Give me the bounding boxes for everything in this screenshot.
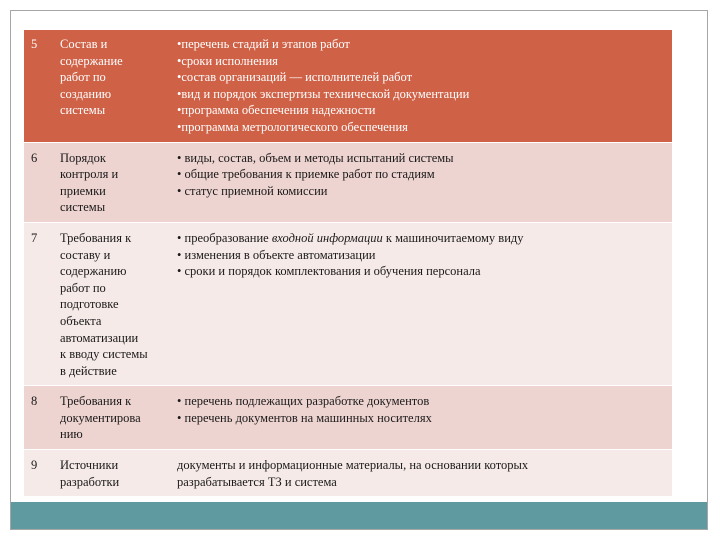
section-name — [54, 386, 169, 450]
section-description — [169, 450, 672, 497]
requirements-table — [24, 30, 672, 497]
bullet-item: •сроки исполнения — [177, 53, 278, 68]
row-number: 7 — [24, 222, 54, 385]
bullet-item: •вид и порядок экспертизы технической документации — [177, 86, 470, 101]
row-number: 9 — [24, 450, 54, 497]
section-description — [169, 222, 672, 385]
section-name — [54, 142, 169, 222]
table-row — [24, 30, 672, 142]
section-name-line: Требования к — [60, 230, 132, 245]
bullet-text: к машиночитаемому виду — [382, 230, 524, 245]
bullet-item: •состав организаций — исполнителей работ — [177, 70, 413, 85]
section-name-line: автоматизации — [60, 330, 139, 345]
table-row — [24, 142, 672, 222]
section-name-line: работ по — [60, 70, 106, 85]
section-name-line: составу и — [60, 247, 111, 262]
section-name — [54, 222, 169, 385]
section-name — [54, 30, 169, 142]
section-name-line: подготовке — [60, 297, 119, 312]
row-number: 6 — [24, 142, 54, 222]
footer-bar — [11, 502, 707, 529]
section-name-line: Порядок — [60, 150, 106, 165]
section-name-line: контроля и — [60, 167, 119, 182]
bullet-item: • сроки и порядок комплектования и обучения персонала — [177, 264, 481, 279]
section-name-line: содержание — [60, 53, 123, 68]
row-number: 8 — [24, 386, 54, 450]
table-row — [24, 222, 672, 385]
bullet-item: • изменения в объекте автоматизации — [177, 247, 376, 262]
bullet-item: •перечень стадий и этапов работ — [177, 37, 350, 51]
row-number: 5 — [24, 30, 54, 142]
bullet-item: •программа обеспечения надежности — [177, 103, 376, 118]
section-name-line: документирова — [60, 410, 141, 425]
section-name-line: в действие — [60, 363, 117, 378]
section-name-line: системы — [60, 200, 106, 215]
bullet-item: • перечень документов на машинных носителях — [177, 410, 432, 425]
bullet-item: • общие требования к приемке работ по стадиям — [177, 167, 435, 182]
bullet-item: • статус приемной комиссии — [177, 183, 328, 198]
section-description — [169, 30, 672, 142]
section-name-line: работ по — [60, 280, 106, 295]
section-name-line: приемки — [60, 183, 106, 198]
section-description — [169, 386, 672, 450]
bullet-text: • преобразование — [177, 230, 272, 245]
section-name-line: созданию — [60, 86, 112, 101]
section-name — [54, 450, 169, 497]
section-name-line: системы — [60, 103, 106, 118]
table-row — [24, 386, 672, 450]
bullet-item: • перечень подлежащих разработке документов — [177, 394, 430, 409]
bullet-item — [177, 230, 667, 247]
section-name-line: Состав и — [60, 37, 108, 51]
bullet-item: • виды, состав, объем и методы испытаний системы — [177, 150, 454, 165]
section-name-line: к вводу системы — [60, 347, 148, 362]
description-line: документы и информационные материалы, на основании которых — [177, 458, 529, 473]
section-description — [169, 142, 672, 222]
table-row — [24, 450, 672, 497]
description-line: разрабатывается ТЗ и система — [177, 474, 337, 489]
section-name-line: Требования к — [60, 394, 132, 409]
section-name-line: нию — [60, 427, 83, 442]
emphasized-text: входной информации — [271, 230, 383, 245]
section-name-line: объекта — [60, 313, 102, 328]
bullet-item: •программа метрологического обеспечения — [177, 119, 408, 134]
section-name-line: содержанию — [60, 264, 127, 279]
section-name-line: разработки — [60, 474, 120, 489]
section-name-line: Источники — [60, 458, 119, 473]
